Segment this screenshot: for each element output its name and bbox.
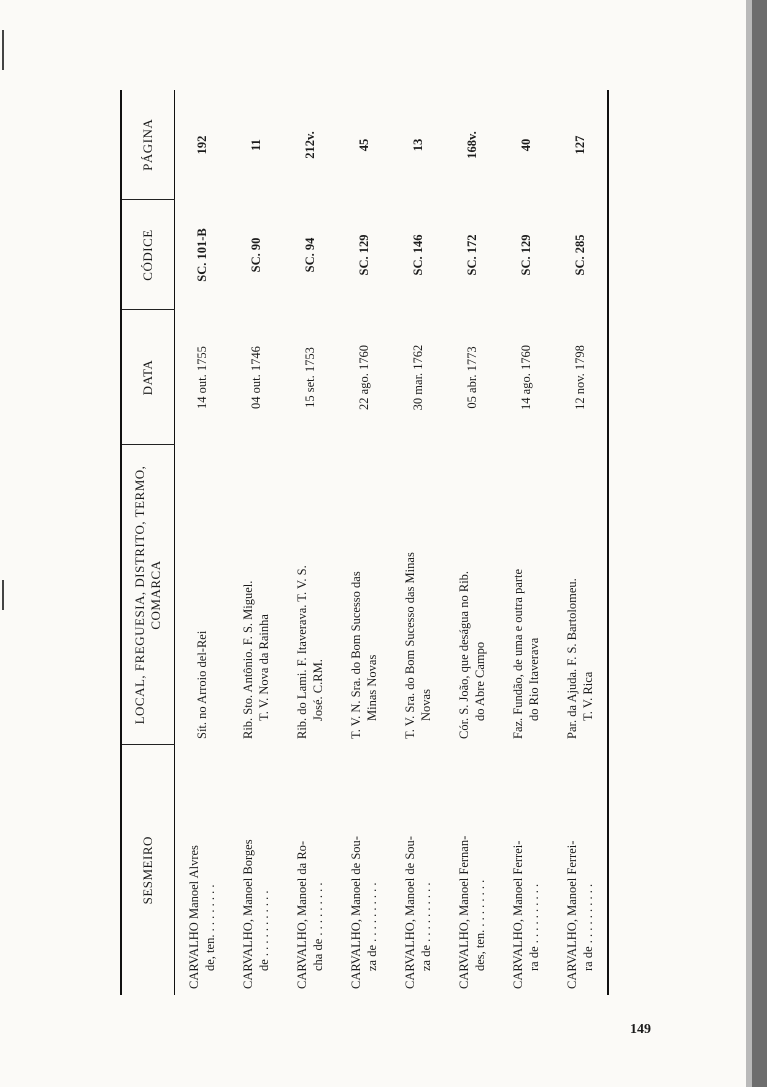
cell-sesmeiro: [229, 745, 283, 995]
cell-pagina-line: 11: [248, 139, 263, 151]
cell-codice: [229, 200, 283, 310]
cell-local-line: Par. da Ajuda. F. S. Bartolomeu.: [564, 578, 579, 739]
cell-sesmeiro-line: CARVALHO, Manoel Ferrei-: [564, 840, 579, 989]
cell-pagina: [499, 90, 553, 200]
cell-pagina: [175, 90, 230, 200]
cell-pagina-line: 45: [356, 138, 371, 152]
cell-sesmeiro-line: de . . . . . . . . . . .: [257, 890, 271, 971]
cell-codice-line: SC. 101-B: [194, 228, 209, 282]
sesmarias-table: [120, 90, 609, 995]
cell-data-line: 12 nov. 1798: [572, 345, 587, 410]
margin-mark: [2, 580, 4, 610]
cell-pagina: [553, 90, 608, 200]
header-local: LOCAL, FREGUESIA, DISTRITO, TERMO, COMARCA: [121, 445, 175, 745]
cell-local-line: Faz. Fundão, de uma e outra parte: [510, 568, 525, 739]
cell-data: [553, 310, 608, 445]
cell-local-line: T. V. N. Sra. do Bom Sucesso das: [348, 571, 363, 739]
cell-pagina: [283, 90, 337, 200]
cell-sesmeiro-line: CARVALHO, Manoel da Ro-: [294, 840, 309, 989]
cell-local-line: Rib. do Lami. F. Itaverava. T. V. S.: [294, 565, 309, 739]
cell-codice: [283, 200, 337, 310]
cell-sesmeiro-line: za de . . . . . . . . . .: [365, 882, 379, 971]
cell-sesmeiro-line: cha de . . . . . . . . .: [311, 882, 325, 971]
cell-codice: [391, 200, 445, 310]
table-row: [553, 90, 608, 995]
table-frame: [120, 90, 660, 995]
table-row: [283, 90, 337, 995]
cell-codice-line: SC. 146: [410, 234, 425, 276]
book-spine-shadow: [752, 0, 767, 1087]
cell-sesmeiro-line: CARVALHO, Manoel de Sou-: [348, 836, 363, 989]
cell-sesmeiro-line: CARVALHO, Manoel Borges: [240, 839, 255, 989]
cell-codice: [337, 200, 391, 310]
cell-local: [499, 445, 553, 745]
cell-sesmeiro-line: des, ten. . . . . . . . .: [473, 879, 487, 971]
cell-codice: [175, 200, 230, 310]
cell-sesmeiro-line: CARVALHO, Manoel Fernan-: [456, 835, 471, 989]
cell-pagina-line: 127: [572, 135, 587, 155]
cell-local-line: Cór. S. João, que deságua no Rib.: [456, 570, 471, 739]
cell-sesmeiro: [445, 745, 499, 995]
cell-data: [445, 310, 499, 445]
cell-sesmeiro: [391, 745, 445, 995]
cell-pagina: [391, 90, 445, 200]
cell-data-line: 05 abr. 1773: [464, 346, 479, 409]
cell-data: [337, 310, 391, 445]
table-row: [391, 90, 445, 995]
cell-data: [391, 310, 445, 445]
header-pagina: PÁGINA: [121, 90, 175, 200]
cell-data-line: 30 mar. 1762: [410, 344, 425, 411]
cell-sesmeiro: [553, 745, 608, 995]
table-row: [499, 90, 553, 995]
cell-local-line: do Abre Campo: [473, 641, 487, 721]
cell-data: [283, 310, 337, 445]
cell-sesmeiro: [337, 745, 391, 995]
cell-sesmeiro: [499, 745, 553, 995]
cell-pagina: [445, 90, 499, 200]
cell-pagina-line: 212v.: [302, 131, 317, 159]
cell-pagina: [337, 90, 391, 200]
cell-sesmeiro-line: de, ten. . . . . . . . .: [203, 884, 217, 971]
cell-local-line: do Rio Itaverava: [527, 637, 541, 721]
cell-local: [445, 445, 499, 745]
cell-local: [337, 445, 391, 745]
cell-pagina-line: 168v.: [464, 131, 479, 159]
cell-sesmeiro-line: CARVALHO Manoel Alvres: [186, 845, 201, 989]
cell-sesmeiro-line: za de . . . . . . . . . .: [419, 882, 433, 971]
cell-local-line: T. V. Nova da Rainha: [257, 614, 271, 721]
cell-data-line: 22 ago. 1760: [356, 345, 371, 410]
cell-codice-line: SC. 285: [572, 234, 587, 276]
cell-local-line: José. C.RM.: [311, 659, 325, 721]
cell-codice: [445, 200, 499, 310]
cell-codice-line: SC. 172: [464, 234, 479, 276]
cell-pagina-line: 40: [518, 138, 533, 152]
cell-codice-line: SC. 129: [518, 234, 533, 276]
cell-sesmeiro-line: CARVALHO, Manoel de Sou-: [402, 836, 417, 989]
cell-local: [229, 445, 283, 745]
cell-local: [391, 445, 445, 745]
cell-local-line: Minas Novas: [365, 654, 379, 721]
cell-sesmeiro: [175, 745, 230, 995]
cell-local: [175, 445, 230, 745]
header-sesmeiro: SESMEIRO: [139, 836, 155, 905]
cell-codice: [553, 200, 608, 310]
cell-local-line: Novas: [419, 689, 433, 721]
cell-codice-line: SC. 129: [356, 234, 371, 276]
table-row: [175, 90, 230, 995]
cell-data: [229, 310, 283, 445]
cell-data: [175, 310, 230, 445]
cell-local: [553, 445, 608, 745]
cell-local-line: Rib. Sto. Antônio. F. S. Miguel.: [240, 580, 255, 739]
cell-codice-line: SC. 90: [248, 237, 263, 273]
header-codice: CÓDICE: [121, 200, 175, 310]
table-header-row: [121, 90, 175, 995]
page-number: 149: [630, 1022, 651, 1037]
cell-local-line: T. V. Rica: [581, 671, 595, 721]
cell-data-line: 14 ago. 1760: [518, 345, 533, 410]
cell-sesmeiro: [283, 745, 337, 995]
cell-local: [283, 445, 337, 745]
rotated-table-container: [120, 90, 660, 995]
margin-mark: [2, 30, 4, 70]
cell-data: [499, 310, 553, 445]
cell-data-line: 14 out. 1755: [194, 346, 209, 409]
header-data: DATA: [121, 310, 175, 445]
cell-pagina-line: 13: [410, 138, 425, 152]
cell-sesmeiro-line: CARVALHO, Manoel Ferrei-: [510, 840, 525, 989]
cell-data-line: 15 set. 1753: [302, 347, 317, 408]
cell-local-line: T. V. Sra. do Bom Sucesso das Minas: [402, 552, 417, 739]
table-row: [445, 90, 499, 995]
table-row: [229, 90, 283, 995]
cell-sesmeiro-line: ra de . . . . . . . . . .: [581, 883, 595, 971]
table-row: [337, 90, 391, 995]
cell-pagina-line: 192: [194, 135, 209, 155]
cell-data-line: 04 out. 1746: [248, 346, 263, 409]
cell-pagina: [229, 90, 283, 200]
cell-codice: [499, 200, 553, 310]
cell-sesmeiro-line: ra de . . . . . . . . . .: [527, 883, 541, 971]
cell-codice-line: SC. 94: [302, 237, 317, 273]
cell-local-line: Sít. no Arroio del-Rei: [194, 630, 209, 739]
